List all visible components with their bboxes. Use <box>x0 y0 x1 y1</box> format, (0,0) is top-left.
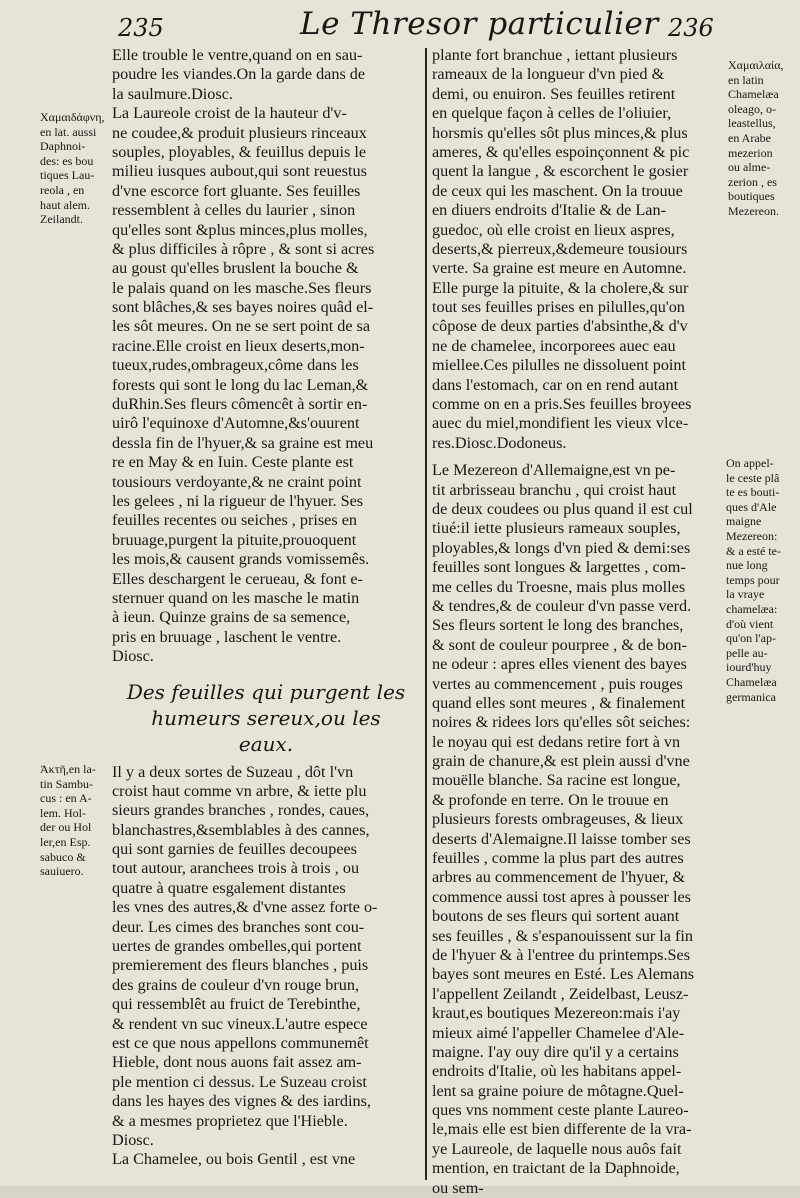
margin-note-line: en latin <box>728 72 764 87</box>
margin-note-line: la vraye <box>726 587 765 602</box>
text-line: premierement des fleurs blanches , puis <box>112 956 369 975</box>
text-line: Ses fleurs sortent le long des branches, <box>432 616 684 635</box>
margin-note-line: Chamelæa <box>728 87 779 102</box>
text-line: mouëlle blanche. Sa racine est longue, <box>432 771 681 790</box>
text-line: rameaux de la longueur d'vn pied & <box>432 65 665 84</box>
text-line: croist haut comme vn arbre, & iette plu <box>112 781 367 800</box>
margin-note-line: ques d'Ale <box>726 499 777 514</box>
text-line: maigne. I'ay ouy dire qu'il y a certains <box>432 1042 679 1061</box>
text-line: Le Mezereon d'Allemaigne,est vn pe- <box>432 461 676 480</box>
margin-note-line: Χαμαιδάφνη, <box>40 110 105 124</box>
margin-note-line: qu'on l'ap- <box>726 631 776 646</box>
text-line: mention, en traictant de la Daphnoide, <box>432 1159 680 1178</box>
margin-note-line: des: es bou <box>40 153 94 168</box>
text-line: souples, ployables, & feuillus depuis le <box>112 142 367 161</box>
text-line: Hieble, dont nous auons fait assez am- <box>112 1053 362 1072</box>
text-line: en quelque façon à celles de l'oliuier, <box>432 104 672 123</box>
text-line: ple mention ci dessus. Le Suzeau croist <box>112 1072 367 1091</box>
text-line: le palais quand on les masche.Ses fleurs <box>112 278 372 297</box>
text-line: feuilles recentes ou seiches , prises en <box>112 511 357 530</box>
text-line: & a mesmes proprietez que l'Hieble. <box>112 1111 348 1130</box>
margin-note-line: cus : en A- <box>40 791 92 806</box>
text-line: qui sont garnies de feuilles decoupees <box>112 840 357 859</box>
margin-note-line: sabuco & <box>40 849 86 864</box>
text-line: les gelees , ni la rigueur de l'hyuer. Ses <box>112 491 364 510</box>
text-line: bruuage,purgent la pituite,prouoquent <box>112 530 357 549</box>
text-line: comme on en a pris.Ses feuilles broyees <box>432 395 692 414</box>
right-column <box>432 46 724 1198</box>
margin-note-line: Mezereon. <box>728 203 779 218</box>
text-line: ne odeur : apres elles vienent des bayes <box>432 655 687 674</box>
text-line: plante fort branchue , iettant plusieurs <box>432 46 678 64</box>
text-line: me celles du Troesne, mais plus molles <box>432 577 686 596</box>
text-line: ou sem- <box>432 1178 484 1197</box>
paragraph-gap <box>432 453 724 461</box>
margin-note-line: Χαμαιλαία, <box>728 58 784 72</box>
text-line: & rendent vn suc vineux.L'autre espece <box>112 1014 368 1033</box>
text-line: & plus difficiles à rôpre , & sont si acres <box>112 239 375 258</box>
text-line: Diosc. <box>112 1130 154 1149</box>
text-line: les sôt meures. On ne se sert point de sa <box>112 317 371 336</box>
left-text-block-a <box>112 46 420 667</box>
margin-note-line: temps pour <box>726 572 780 587</box>
margin-note-line: tin Sambu- <box>40 776 93 791</box>
text-line: horsmis qu'elles sôt plus minces,& plus <box>432 123 688 142</box>
text-line: & tendres,& de couleur d'vn passe verd. <box>432 596 692 615</box>
text-line: lent sa graine poiure de môtagne.Quel- <box>432 1081 684 1100</box>
margin-note-line: Mezereon: <box>726 528 778 543</box>
margin-note-line: Chamelæa <box>726 674 777 689</box>
margin-note-line: tiques Lau- <box>40 168 95 183</box>
text-line: arbres au commencement de l'hyuer, & <box>432 868 686 887</box>
margin-note-line: Ἀκτῆ,en la- <box>40 762 96 776</box>
margin-note-line: en Arabe <box>728 130 771 145</box>
margin-note-line: oleago, o- <box>728 101 776 116</box>
text-line: tiué:il iette plusieurs rameaux souples, <box>432 519 681 538</box>
text-line: & profonde en terre. On le trouue en <box>432 790 669 809</box>
text-line: deur. Les cimes des branches sont cou- <box>112 917 365 936</box>
text-line: endroits d'Italie, où les habitans appel- <box>432 1062 682 1081</box>
text-line: de ceux qui les maschent. On la trouue <box>432 181 683 200</box>
text-line: deserts,& pierreux,&demeure tousiours <box>432 239 688 258</box>
text-line: d'vne escorce fort gluante. Ses feuilles <box>112 181 361 200</box>
margin-note-line: Daphnoi- <box>40 139 86 154</box>
text-line: La Laureole croist de la hauteur d'v- <box>112 104 347 123</box>
text-line: tout ses feuilles prises en pilulles,qu'on <box>432 298 685 317</box>
page-number-right: 236 <box>668 14 714 42</box>
text-line: verte. Sa graine est meure en Automne. <box>432 259 687 278</box>
text-line: tousiours verdoyante,& ne craint point <box>112 472 362 491</box>
text-line: quent la langue , & escorchent le gosier <box>432 162 689 181</box>
margin-note-line: boutiques <box>728 189 775 204</box>
page-number-left: 235 <box>118 14 164 42</box>
margin-note-laureole <box>40 110 104 227</box>
margin-note-line: maigne <box>726 514 762 529</box>
text-line: ye Laureole, de laquelle nous auôs fait <box>432 1139 682 1158</box>
text-line: grain de chanure,& est plein aussi d'vne <box>432 752 690 771</box>
section-heading-line: humeurs sereux,ou les <box>151 705 381 730</box>
text-line: à ieun. Quinze grains de sa semence, <box>112 608 351 627</box>
text-line: quand elles sont meures , & finalement <box>432 693 686 712</box>
margin-note-line: On appel- <box>726 456 774 470</box>
text-line: miellee.Ces pilulles ne dissoluent point <box>432 356 687 375</box>
text-line: l'appellent Zeilandt , Zeidelbast, Leusz- <box>432 984 689 1003</box>
margin-note-line: haut alem. <box>40 197 90 212</box>
text-line: ployables,& longs d'vn pied & demi:ses <box>432 538 691 557</box>
margin-note-line: sauiuero. <box>40 864 84 879</box>
text-line: de l'hyuer & à l'entree du printemps.Ses <box>432 945 691 964</box>
margin-note-line: chamelæa: <box>726 601 778 616</box>
margin-note-line: iourd'huy <box>726 660 772 675</box>
text-line: vertes au commencement , puis rouges <box>432 674 683 693</box>
right-text-block-a <box>432 46 724 453</box>
text-line: le noyau qui est dedans retire fort à vn <box>432 732 681 751</box>
text-line: ameres, & qu'elles espoinçonnent & pic <box>432 142 690 161</box>
text-line: des grains de couleur d'vn rouge brun, <box>112 975 360 994</box>
margin-note-line: reola , en <box>40 182 85 197</box>
running-header <box>0 0 800 48</box>
text-line: de deux coudees ou plus quand il est cul <box>432 499 693 518</box>
section-heading-line: eaux. <box>238 731 294 756</box>
text-line: sont blâches,& ses bayes noires quâd el- <box>112 298 374 317</box>
text-line: poudre les viandes.On la garde dans de <box>112 65 366 84</box>
text-line: dans l'estomach, car on en rend autant <box>432 375 679 394</box>
margin-note-line: lem. Hol- <box>40 805 86 820</box>
text-line: ressemblent à celles du laurier , sinon <box>112 201 356 220</box>
margin-note-line: te es bouti- <box>726 485 780 500</box>
left-column <box>112 46 420 1170</box>
text-line: duRhin.Ses fleurs cômencêt à sortir en- <box>112 395 368 414</box>
text-line: uirô l'equinoxe d'Automne,&s'ouurent <box>112 414 360 433</box>
running-title: Le Thresor particulier <box>300 6 659 42</box>
text-line: dessla fin de l'hyuer,& sa graine est meu <box>112 433 374 452</box>
margin-note-line: leastellus, <box>728 116 776 131</box>
text-line: au goust qu'elles bruslent la bouche & <box>112 259 359 278</box>
text-line: res.Diosc.Dodoneus. <box>432 433 567 452</box>
text-line: Elle purge la pituite, & la cholere,& sur <box>432 278 689 297</box>
text-line: kraut,es boutiques Mezereon:mais i'ay <box>432 1004 681 1023</box>
text-line: tueux,rudes,ombrageux,côme dans les <box>112 356 359 375</box>
margin-note-line: & a esté te- <box>726 543 781 558</box>
margin-note-line: ler,en Esp. <box>40 834 91 849</box>
margin-note-chamelee <box>728 58 784 219</box>
margin-note-line: d'où vient <box>726 616 774 631</box>
text-line: tit arbrisseau branchu , qui croist haut <box>432 480 677 499</box>
text-line: ses feuilles , & s'espanouissent sur la fin <box>432 926 693 945</box>
text-line: boutons de ses fleurs qui sortent auant <box>432 907 680 926</box>
column-divider <box>425 48 427 1180</box>
text-line: la saulmure.Diosc. <box>112 84 233 103</box>
right-text-block-b <box>432 461 724 1198</box>
margin-note-line: germanica <box>726 689 776 704</box>
left-text-block-b <box>112 763 420 1170</box>
text-line: milieu iusques aubout,qui sont reuestus <box>112 162 367 181</box>
margin-note-line: nue long <box>726 558 768 573</box>
text-line: racine.Elle croist en lieux deserts,mon- <box>112 336 365 355</box>
section-heading-line: Des feuilles qui purgent les <box>126 679 406 704</box>
text-line: uertes de grandes ombelles,qui portent <box>112 937 362 956</box>
text-line: mieux aimé l'appeller Chamelee d'Ale- <box>432 1023 685 1042</box>
text-line: qui ressemblêt au fruict de Terebinthe, <box>112 995 361 1014</box>
text-line: Il y a deux sortes de Suzeau , dôt l'vn <box>112 762 354 781</box>
margin-note-line: pelle au- <box>726 645 768 660</box>
text-line: les vnes des autres,& d'vne assez forte o- <box>112 898 378 917</box>
margin-note-suzeau <box>40 762 96 879</box>
text-line: sieurs grandes branches , rondes, caues, <box>112 801 370 820</box>
margin-note-mezereon <box>726 456 781 704</box>
text-line: en diuers endroits d'Italie & de Lan- <box>432 201 666 220</box>
margin-note-line: en lat. aussi <box>40 124 97 139</box>
section-heading <box>112 679 420 757</box>
margin-note-line: ou alme- <box>728 160 771 175</box>
text-line: feuilles sont longues & largettes , com- <box>432 558 686 577</box>
text-line: forests qui sont le long du lac Leman,& <box>112 375 369 394</box>
text-line: commence aussi tost apres à pousser les <box>432 887 691 906</box>
text-line: Diosc. <box>112 647 154 666</box>
text-line: blanchastres,&semblables à des cannes, <box>112 820 370 839</box>
text-line: pris en bruuage , laschent le ventre. <box>112 627 342 646</box>
text-line: feuilles , comme la plus part des autres <box>432 849 684 868</box>
text-line: quatre à quatre esgalement distantes <box>112 878 346 897</box>
text-line: tout autour, aranchees trois à trois , ou <box>112 859 360 878</box>
text-line: guedoc, où elle croist en lieux aspres, <box>432 220 675 239</box>
text-line: les mois,& causent grands vomissemês. <box>112 550 370 569</box>
text-line: deserts d'Alemaigne.Il laisse tomber ses <box>432 829 691 848</box>
margin-note-line: zerion , es <box>728 174 777 189</box>
text-line: est ce que nous appellons communemêt <box>112 1033 369 1052</box>
text-line: & sont de couleur pourpree , & de bon- <box>432 635 687 654</box>
text-line: demi, ou enuiron. Ses feuilles retirent <box>432 84 676 103</box>
text-line: auec du miel,mondifient les vieux vlce- <box>432 414 689 433</box>
text-line: bayes sont meures en Esté. Les Alemans <box>432 965 695 984</box>
text-line: qu'elles sont &plus minces,plus molles, <box>112 220 368 239</box>
text-line: ques vns nomment ceste plante Laureo- <box>432 1101 689 1120</box>
text-line: plusieurs forests ombrageuses, & lieux <box>432 810 684 829</box>
text-line: Elles deschargent le cerueau, & font e- <box>112 569 363 588</box>
text-line: re en May & en Iuin. Ceste plante est <box>112 453 354 472</box>
text-line: noires & ridees lors qu'elles sôt seiches: <box>432 713 691 732</box>
margin-note-line: Zeilandt. <box>40 212 83 227</box>
margin-note-line: mezerion <box>728 145 773 160</box>
margin-note-line: le ceste plâ <box>726 470 780 485</box>
text-line: dans les hayes des vignes & des iardins, <box>112 1092 371 1111</box>
text-line: côpose de deux parties d'absinthe,& d'v <box>432 317 688 336</box>
text-line: sternuer quand on les masche le matin <box>112 588 360 607</box>
text-line: le,mais elle est bien differente de la vra- <box>432 1120 692 1139</box>
margin-note-line: der ou Hol <box>40 820 92 835</box>
text-line: ne coudee,& produit plusieurs rinceaux <box>112 123 367 142</box>
text-line: ne de chamelee, incorporees auec eau <box>432 336 676 355</box>
text-line: La Chamelee, ou bois Gentil , est vne <box>112 1150 356 1169</box>
text-line: Elle trouble le ventre,quand on en sau- <box>112 46 363 64</box>
